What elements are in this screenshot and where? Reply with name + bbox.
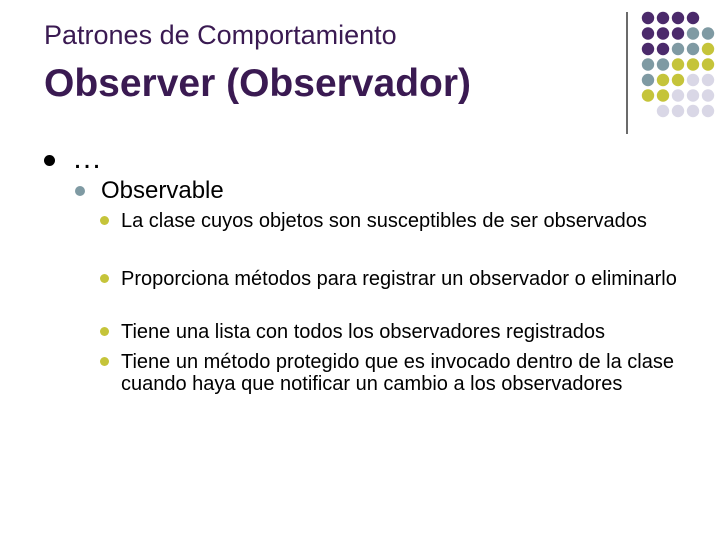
decorative-dot [672,27,684,39]
decorative-dot [702,74,714,86]
decorative-dot [702,27,714,39]
decorative-dot-grid [0,0,720,140]
decorative-dot [702,43,714,55]
bullet-dot-icon [100,274,109,283]
bullet-dot-icon [100,327,109,336]
decorative-dot [642,43,654,55]
bullet-dot-icon [100,357,109,366]
decorative-dot [687,74,699,86]
decorative-dot [657,89,669,101]
decorative-dot [687,58,699,70]
decorative-dot [657,27,669,39]
bullet-level3-text: La clase cuyos objetos son susceptibles de ser observados [121,210,647,232]
decorative-dot [642,27,654,39]
bullet-dot-icon [44,155,55,166]
decorative-dot [687,27,699,39]
decorative-dot [687,43,699,55]
decorative-dot [687,105,699,117]
bullet-level3-text: Tiene un método protegido que es invocado dentro de la clase cuando haya que notificar un cambio a los observadores [121,351,674,395]
decorative-dot [702,89,714,101]
bullet-dot-icon [75,186,85,196]
decorative-dot [672,12,684,24]
decorative-dot [687,89,699,101]
decorative-dot [642,12,654,24]
decorative-dot [687,12,699,24]
decorative-dot [672,43,684,55]
slide-title: Observer (Observador) [44,62,472,105]
decorative-dot [657,58,669,70]
decorative-dot [657,12,669,24]
decorative-dot [672,74,684,86]
decorative-dot [642,89,654,101]
decorative-dot [672,89,684,101]
decorative-dot [672,58,684,70]
decorative-dot [672,105,684,117]
decorative-dot [657,74,669,86]
bullet-dot-icon [100,216,109,225]
bullet-level2-text: Observable [101,177,224,204]
decorative-dot [657,105,669,117]
decorative-dot [657,43,669,55]
bullet-level1-text: … [72,142,102,175]
bullet-level3-text: Proporciona métodos para registrar un observador o eliminarlo [121,268,677,290]
decorative-dot [702,58,714,70]
bullet-level3-text: Tiene una lista con todos los observadores registrados [121,321,605,343]
decorative-dot [642,58,654,70]
slide-subtitle: Patrones de Comportamiento [44,20,397,50]
decorative-dot [642,74,654,86]
decorative-dot [702,105,714,117]
